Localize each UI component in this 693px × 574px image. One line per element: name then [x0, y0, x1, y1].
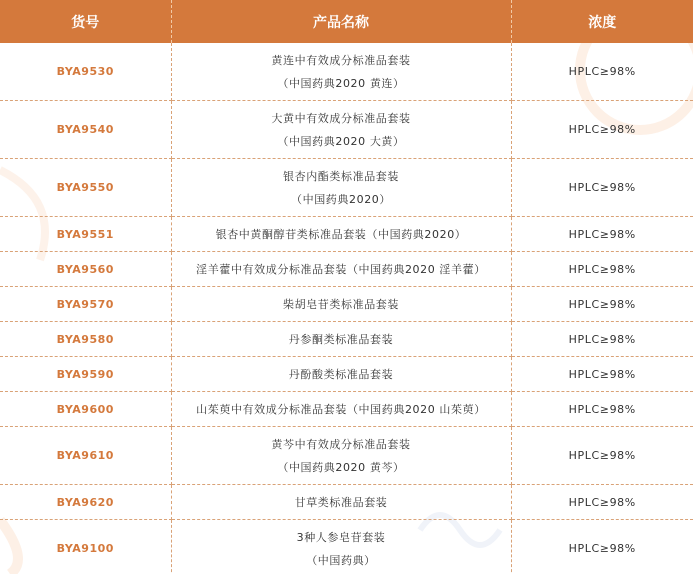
- product-name-line: （中国药典2020 黄芩）: [277, 460, 405, 474]
- table-row: [0, 287, 693, 322]
- product-name: 银杏中黄酮醇苷类标准品套装（中国药典2020）: [171, 217, 511, 252]
- product-code: BYA9620: [0, 485, 171, 520]
- product-name: [171, 159, 511, 217]
- product-name-line: 黄连中有效成分标准品套装: [271, 53, 411, 67]
- product-name-line: 3种人参皂苷套装: [296, 530, 386, 544]
- product-code: BYA9100: [0, 520, 171, 574]
- product-code: BYA9551: [0, 217, 171, 252]
- table-row: [0, 322, 693, 357]
- product-name-line: （中国药典2020）: [291, 192, 391, 206]
- product-code: BYA9560: [0, 252, 171, 287]
- product-name: [171, 427, 511, 485]
- product-name-line: 大黄中有效成分标准品套装: [271, 111, 411, 125]
- table-row: [0, 252, 693, 287]
- product-purity: HPLC≥98%: [511, 101, 693, 159]
- product-code: BYA9580: [0, 322, 171, 357]
- product-purity: HPLC≥98%: [511, 43, 693, 101]
- product-code: BYA9570: [0, 287, 171, 322]
- product-name: [171, 101, 511, 159]
- column-header-purity: 浓度: [511, 0, 693, 43]
- product-name-line: （中国药典）: [306, 553, 376, 567]
- product-purity: HPLC≥98%: [511, 485, 693, 520]
- product-purity: HPLC≥98%: [511, 322, 693, 357]
- table-row: [0, 520, 693, 574]
- table-row: [0, 485, 693, 520]
- product-code: BYA9590: [0, 357, 171, 392]
- product-purity: HPLC≥98%: [511, 357, 693, 392]
- product-code: BYA9610: [0, 427, 171, 485]
- table-row: [0, 217, 693, 252]
- table-row: [0, 357, 693, 392]
- product-name: 丹参酮类标准品套装: [171, 322, 511, 357]
- product-code: BYA9540: [0, 101, 171, 159]
- product-name-line: （中国药典2020 大黄）: [277, 134, 405, 148]
- product-purity: HPLC≥98%: [511, 392, 693, 427]
- product-name-line: 银杏内酯类标准品套装: [283, 169, 399, 183]
- table-row: [0, 427, 693, 485]
- product-purity: HPLC≥98%: [511, 427, 693, 485]
- product-purity: HPLC≥98%: [568, 542, 636, 555]
- table-header-row: [0, 0, 693, 43]
- product-name: 淫羊藿中有效成分标准品套装（中国药典2020 淫羊藿）: [171, 252, 511, 287]
- table-row: [0, 159, 693, 217]
- product-purity: HPLC≥98%: [511, 217, 693, 252]
- product-code: BYA9600: [0, 392, 171, 427]
- product-purity: HPLC≥98%: [511, 287, 693, 322]
- product-name: 甘草类标准品套装: [171, 485, 511, 520]
- product-purity: HPLC≥98%: [511, 159, 693, 217]
- product-name: [171, 43, 511, 101]
- product-purity: HPLC≥98%: [511, 252, 693, 287]
- column-header-name: 产品名称: [171, 0, 511, 43]
- product-name: [171, 520, 511, 574]
- column-header-code: 货号: [0, 0, 171, 43]
- product-name: 丹酚酸类标准品套装: [171, 357, 511, 392]
- product-name-line: 黄芩中有效成分标准品套装: [271, 437, 411, 451]
- product-name: 山茱萸中有效成分标准品套装（中国药典2020 山茱萸）: [171, 392, 511, 427]
- table-row: [0, 101, 693, 159]
- product-name-line: （中国药典2020 黄连）: [277, 76, 405, 90]
- table-row: [0, 392, 693, 427]
- table-row: [0, 43, 693, 101]
- product-name: 柴胡皂苷类标准品套装: [171, 287, 511, 322]
- product-code: BYA9530: [0, 43, 171, 101]
- product-code: BYA9550: [0, 159, 171, 217]
